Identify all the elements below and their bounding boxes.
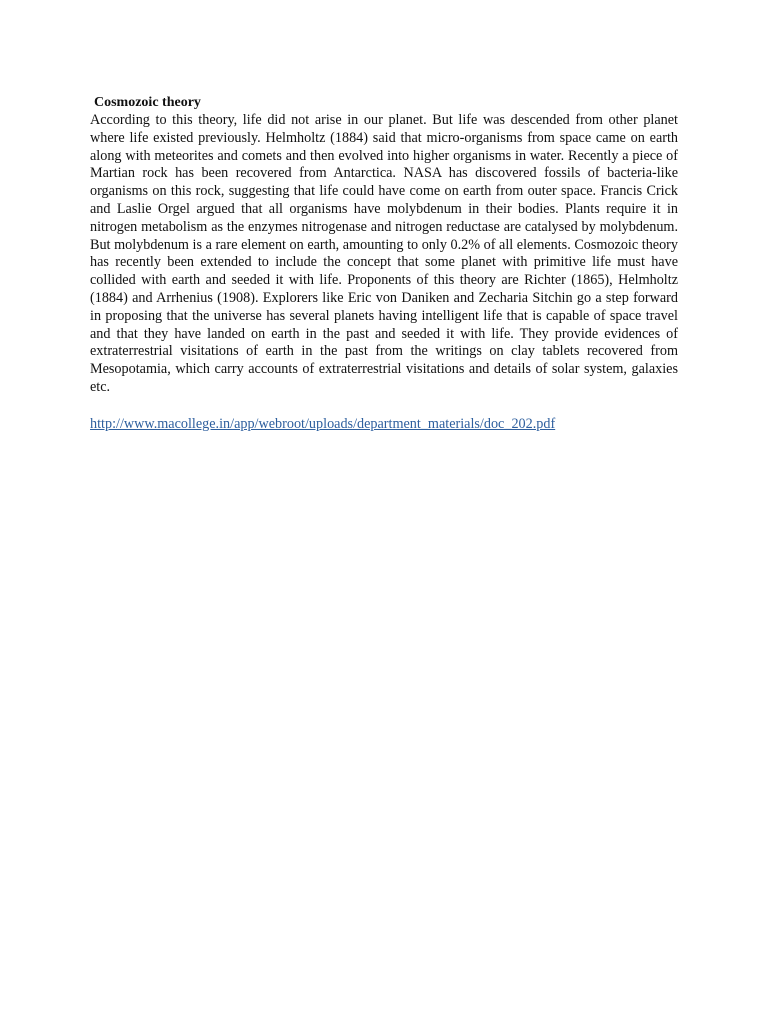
body-paragraph: According to this theory, life did not arise in our planet. But life was descended from other planet where life existed previously. Helmholtz (1884) said that micro-organisms from space came on earth along with meteorites and comets and then evolved into higher organisms in water. Recently a piece of Martian rock has been recovered from Antarctica. NASA has discovered fossils of bacteria-like organisms on this rock, suggesting that life could have come on earth from outer space. Francis Crick and Laslie Orgel argued that all organisms have molybdenum in their bodies. Plants require it in nitrogen metabolism as the enzymes nitrogenase and nitrogen reductase are catalysed by molybdenum. But molybdenum is a rare element on earth, amounting to only 0.2% of all elements. Cosmozoic theory has recently been extended to include the concept that some planet with primitive life must have collided with earth and seeded it with life. Proponents of this theory are Richter (1865), Helmholtz (1884) and Arrhenius (1908). Explorers like Eric von Daniken and Zecharia Sitchin go a step forward in proposing that the universe has several planets having intelligent life that is capable of space travel and that they have landed on earth in the past and seeded it with life. They provide evidences of extraterrestrial visitations of earth in the past from the writings on clay tablets recovered from Mesopotamia, which carry accounts of extraterrestrial visitations and details of solar system, galaxies etc. (90, 112, 678, 395)
source-link-row (90, 415, 678, 433)
source-link[interactable]: http://www.macollege.in/app/webroot/uploads/department_materials/doc_202.pdf (90, 415, 556, 432)
document-content (90, 94, 678, 433)
section-title: Cosmozoic theory (94, 95, 201, 110)
